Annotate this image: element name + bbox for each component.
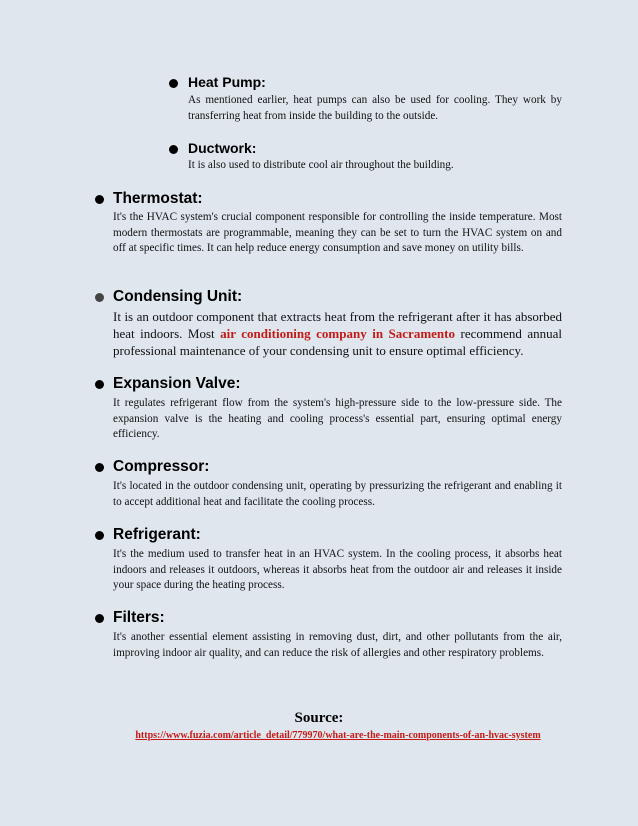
bullet-icon <box>95 195 104 204</box>
item-heading: Expansion Valve: <box>113 375 241 392</box>
item-text <box>113 308 562 359</box>
item-text: It's the medium used to transfer heat in an HVAC system. In the cooling process, it absorbs heat indoors and releases it outdoors, whereas it absorbs heat from the outdoor air and releases it inside your space during the heating process. <box>113 548 562 591</box>
item-text: It's another essential element assisting in removing dust, dirt, and other pollutants from the air, improving indoor air quality, and can reduce the risk of allergies and other respiratory problems. <box>113 631 562 659</box>
bullet-icon <box>95 463 104 472</box>
bullet-icon <box>95 293 104 302</box>
item-heading: Ductwork: <box>188 140 257 156</box>
source-link[interactable]: https://www.fuzia.com/article_detail/779970/what-are-the-main-components-of-an-hvac-system <box>135 730 541 741</box>
source-title: Source: <box>294 710 344 726</box>
item-text: It regulates refrigerant flow from the system's high-pressure side to the low-pressure side. The expansion valve is the heating and cooling process's essential part, ensuring optimal energy efficiency. <box>113 397 562 440</box>
item-heading: Filters: <box>113 609 165 626</box>
item-text: It's located in the outdoor condensing unit, operating by pressurizing the refrigerant and enabling it to accept additional heat and facilitate the cooling process. <box>113 480 562 508</box>
bullet-icon <box>169 145 178 154</box>
item-text-after: recommend annual professional maintenance of your condensing unit to ensure optimal efficiency. <box>113 326 562 358</box>
item-text: It's the HVAC system's crucial component responsible for controlling the inside temperature. Most modern thermostats are programmable, meaning they can be set to turn the HVAC system on and off at specific times. It can help reduce energy consumption and save money on utility bills. <box>113 211 562 254</box>
item-heading: Thermostat: <box>113 190 203 207</box>
bullet-icon <box>95 531 104 540</box>
item-heading: Heat Pump: <box>188 74 266 90</box>
item-text: As mentioned earlier, heat pumps can also be used for cooling. They work by transferring heat from inside the building to the outside. <box>188 94 562 122</box>
bullet-icon <box>95 380 104 389</box>
sacramento-ac-link[interactable]: air conditioning company in Sacramento <box>220 326 455 341</box>
bullet-icon <box>95 614 104 623</box>
item-heading: Refrigerant: <box>113 526 201 543</box>
item-heading: Condensing Unit: <box>113 288 243 305</box>
item-text-before: It is an outdoor component that extracts heat from the refrigerant after it has absorbed heat indoors. Most <box>113 309 562 341</box>
item-text: It is also used to distribute cool air throughout the building. <box>188 159 454 171</box>
item-heading: Compressor: <box>113 458 210 475</box>
bullet-icon <box>169 79 178 88</box>
